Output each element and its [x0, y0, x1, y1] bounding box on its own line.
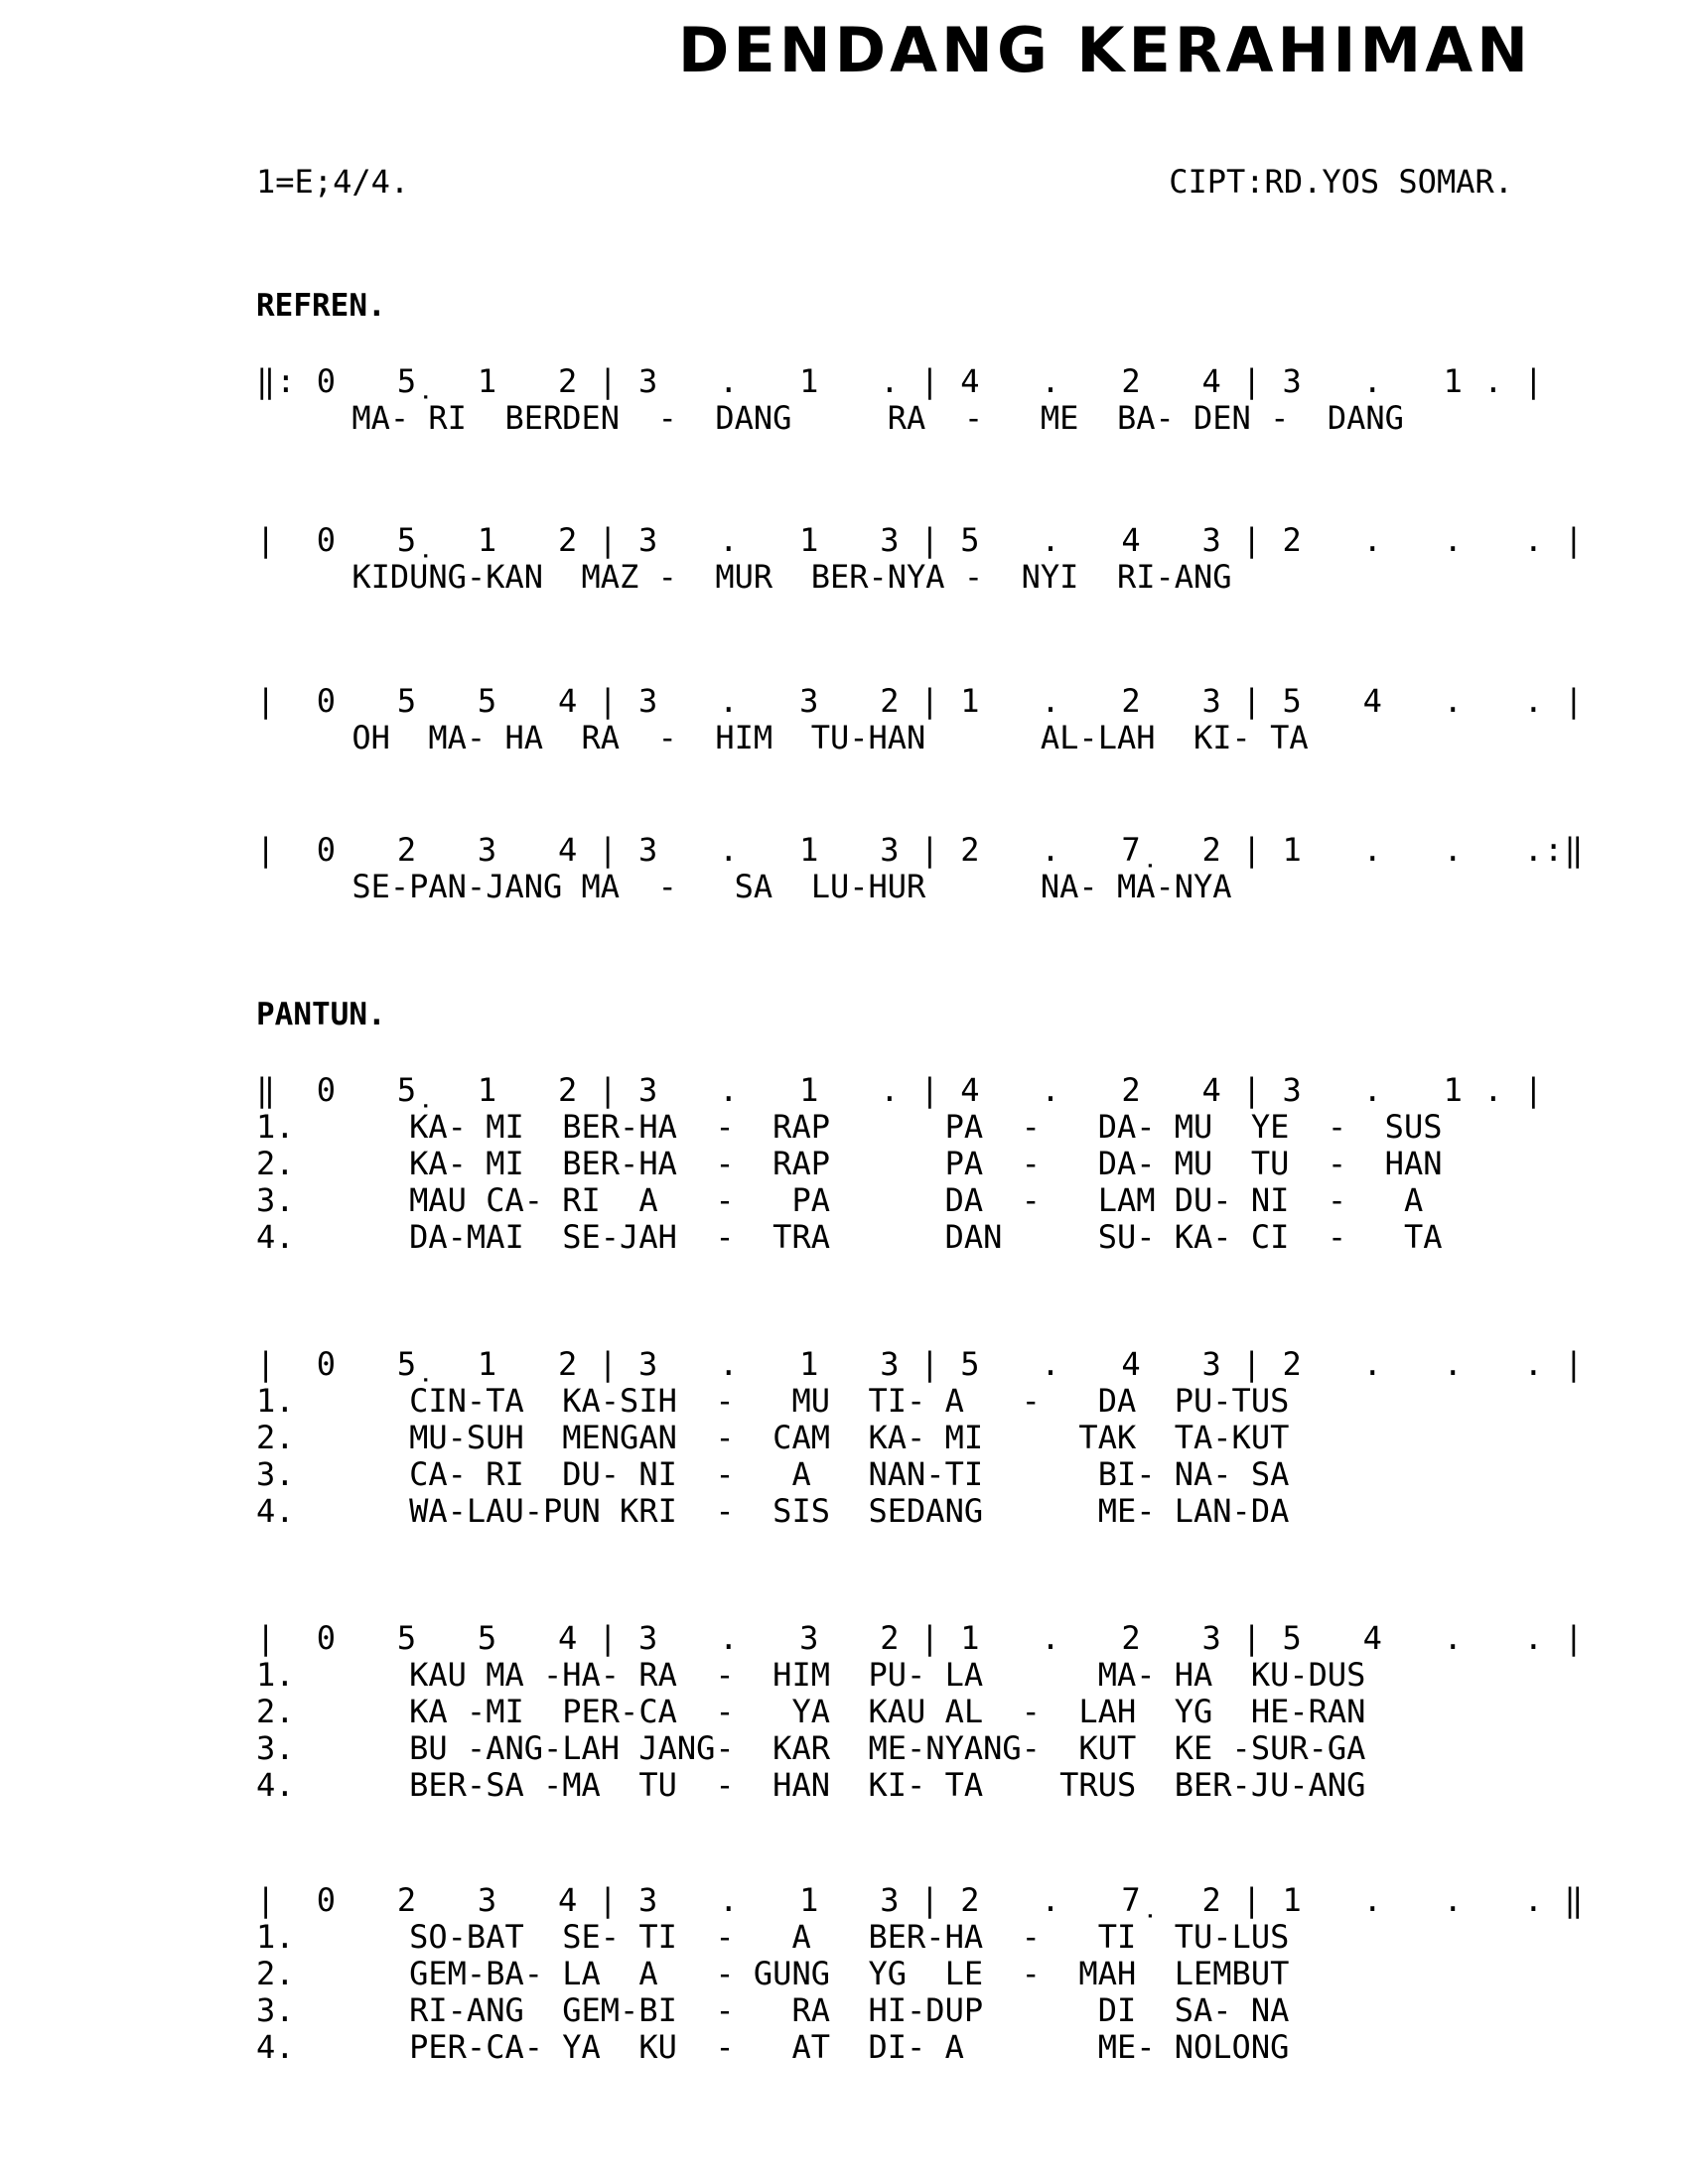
notation-row: ‖ 0 5̣ 1 2 | 3 . 1 . | 4 . 2 4 | 3 . 1 . |	[256, 1071, 1544, 1109]
song-title: DENDANG KERAHIMAN	[677, 14, 1533, 86]
lyric-row-verse-3: 3. BU -ANG-LAH JANG- KAR ME-NYANG- KUT KE -SUR-GA	[256, 1729, 1366, 1767]
lyric-row-verse-2: 2. GEM-BA- LA A - GUNG YG LE - MAH LEMBUT	[256, 1955, 1290, 1992]
lyric-row-verse-1: 1. CIN-TA KA-SIH - MU TI- A - DA PU-TUS	[256, 1382, 1290, 1420]
notation-row: | 0 2 3 4 | 3 . 1 3 | 2 . 7̣ 2 | 1 . . .:‖	[256, 831, 1585, 869]
lyric-row-verse-4: 4. PER-CA- YA KU - AT DI- A ME- NOLONG	[256, 2028, 1290, 2066]
lyric-row-verse-1: 1. KA- MI BER-HA - RAP PA - DA- MU YE - SUS	[256, 1108, 1443, 1146]
lyric-row-verse-3: 3. CA- RI DU- NI - A NAN-TI BI- NA- SA	[256, 1455, 1290, 1493]
composer-credit: CIPT:RD.YOS SOMAR.	[1169, 163, 1513, 201]
notation-row: | 0 5 5 4 | 3 . 3 2 | 1 . 2 3 | 5 4 . . |	[256, 682, 1585, 720]
notation-row: | 0 5̣ 1 2 | 3 . 1 3 | 5 . 4 3 | 2 . . . |	[256, 521, 1585, 559]
lyric-row-verse-1: 1. SO-BAT SE- TI - A BER-HA - TI TU-LUS	[256, 1918, 1290, 1956]
refren-line-3	[256, 682, 1585, 756]
lyric-row-verse-4: 4. DA-MAI SE-JAH - TRA DAN SU- KA- CI - TA	[256, 1218, 1443, 1256]
lyric-row: MA- RI BERDEN - DANG RA - ME BA- DEN - DANG	[256, 399, 1404, 437]
lyric-row-verse-1: 1. KAU MA -HA- RA - HIM PU- LA MA- HA KU-DUS	[256, 1656, 1366, 1694]
notation-row: | 0 5̣ 1 2 | 3 . 1 3 | 5 . 4 3 | 2 . . . |	[256, 1345, 1585, 1383]
lyric-row-verse-2: 2. KA -MI PER-CA - YA KAU AL - LAH YG HE-RAN	[256, 1693, 1366, 1730]
lyric-row-verse-4: 4. WA-LAU-PUN KRI - SIS SEDANG ME- LAN-DA	[256, 1492, 1290, 1530]
section-heading-pantun: PANTUN.	[256, 997, 386, 1032]
pantun-line-2	[256, 1345, 1585, 1530]
lyric-row-verse-4: 4. BER-SA -MA TU - HAN KI- TA TRUS BER-JU-ANG	[256, 1766, 1366, 1804]
key-signature: 1=E;4/4.	[256, 163, 410, 201]
lyric-row: OH MA- HA RA - HIM TU-HAN AL-LAH KI- TA	[256, 719, 1309, 756]
refren-line-2	[256, 521, 1585, 596]
section-heading-refren: REFREN.	[256, 288, 386, 324]
notation-row: | 0 2 3 4 | 3 . 1 3 | 2 . 7̣ 2 | 1 . . . ‖	[256, 1881, 1585, 1919]
pantun-line-3	[256, 1619, 1585, 1804]
lyric-row: KIDUNG-KAN MAZ - MUR BER-NYA - NYI RI-ANG	[256, 558, 1232, 596]
notation-row: | 0 5 5 4 | 3 . 3 2 | 1 . 2 3 | 5 4 . . |	[256, 1619, 1585, 1657]
lyric-row-verse-2: 2. MU-SUH MENGAN - CAM KA- MI TAK TA-KUT	[256, 1419, 1290, 1456]
lyric-row: SE-PAN-JANG MA - SA LU-HUR NA- MA-NYA	[256, 868, 1232, 905]
pantun-line-1	[256, 1071, 1544, 1256]
lyric-row-verse-2: 2. KA- MI BER-HA - RAP PA - DA- MU TU - HAN	[256, 1145, 1443, 1182]
refren-line-1	[256, 362, 1544, 437]
lyric-row-verse-3: 3. RI-ANG GEM-BI - RA HI-DUP DI SA- NA	[256, 1991, 1290, 2029]
lyric-row-verse-3: 3. MAU CA- RI A - PA DA - LAM DU- NI - A	[256, 1181, 1424, 1219]
refren-line-4	[256, 831, 1585, 905]
pantun-line-4	[256, 1881, 1585, 2066]
notation-row: ‖: 0 5̣ 1 2 | 3 . 1 . | 4 . 2 4 | 3 . 1 . |	[256, 362, 1544, 400]
